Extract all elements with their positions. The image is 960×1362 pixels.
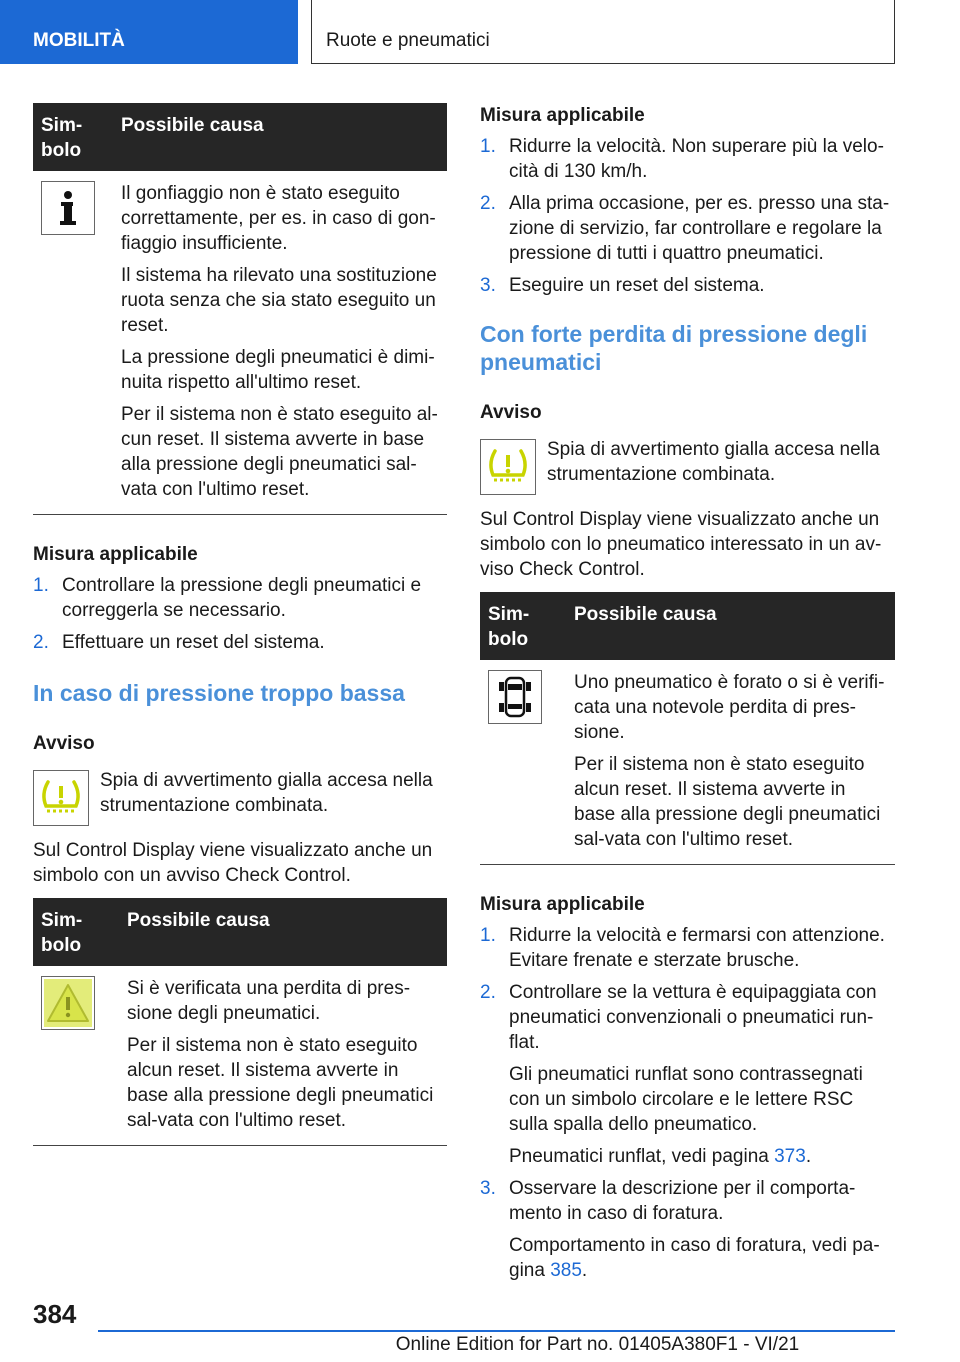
page-link-385[interactable]: 385 (550, 1260, 582, 1281)
list-item: 1. Controllare la pressione degli pneumatici e correggerla se necessario. (33, 575, 422, 621)
measures-list (480, 134, 895, 298)
measures-list (480, 923, 895, 1283)
table-header-cause: Possibile causa (566, 592, 895, 660)
table-row (480, 660, 895, 865)
right-column (480, 103, 895, 1290)
paragraph: Sul Control Display viene visualizzato anche un simbolo con lo pneumatico interessato in un av-viso Check Control. (480, 509, 882, 580)
header-chapter: Ruote e pneumatici (311, 0, 895, 64)
list-item: 3. Eseguire un reset del sistema. (480, 275, 765, 296)
notice-title: Avviso (480, 402, 542, 423)
footer-edition: Online Edition for Part no. 01405A380F1 - VI/21 (395, 1334, 800, 1355)
notice-title: Avviso (33, 733, 95, 754)
tire-pressure-warning-icon (33, 770, 89, 826)
table-row (33, 966, 447, 1146)
cause-text: Per il sistema non è stato eseguito alcun reset. Il sistema avverte in base alla pressione degli pneumatici sal-vata con l'ultimo reset. (574, 754, 881, 850)
paragraph: Sul Control Display viene visualizzato anche un simbolo con un avviso Check Control. (33, 840, 433, 886)
notice-text: Spia di avvertimento gialla accesa nella strumentazione combinata. (100, 770, 433, 816)
list-item: 2. Alla prima occasione, per es. presso una sta-zione di servizio, far controllare e regolare la pressione di tutti i quattro pneumatici. (480, 193, 890, 264)
left-column (33, 103, 447, 1146)
cause-text: Il gonfiaggio non è stato eseguito correttamente, per es. in caso di gon-fiaggio insufficiente. (121, 183, 436, 254)
table-header-cause: Possibile causa (113, 103, 447, 171)
cause-text: Si è verificata una perdita di pres-sione degli pneumatici. (127, 978, 411, 1024)
cause-text: Il sistema ha rilevato una sostituzione ruota senza che sia stato eseguito un reset. (121, 265, 437, 336)
header-section: MOBILITÀ (0, 0, 298, 64)
table-header-symbol: Sim- bolo (33, 103, 113, 171)
list-item: 1. Ridurre la velocità. Non superare più la velo-cità di 130 km/h. (480, 136, 884, 182)
page-link-373[interactable]: 373 (774, 1146, 806, 1167)
section-heading-strong-loss: Con forte perdita di pressione degli pneumatici (480, 321, 868, 375)
car-tire-damage-icon (488, 670, 542, 724)
measures-title: Misura applicabile (33, 544, 198, 565)
symbol-table-warning (33, 898, 447, 1146)
table-header-symbol: Sim- bolo (480, 592, 566, 660)
measures-list (33, 573, 447, 655)
symbol-table-info (33, 103, 447, 515)
measures-title: Misura applicabile (480, 105, 645, 126)
measures-title: Misura applicabile (480, 894, 645, 915)
list-item: 2. Effettuare un reset del sistema. (33, 632, 325, 653)
list-item: 1. Ridurre la velocità e fermarsi con attenzione. Evitare frenate e sterzate brusche. (480, 925, 885, 971)
table-header-cause: Possibile causa (119, 898, 447, 966)
page-number: 384 (33, 1299, 77, 1329)
symbol-table-car (480, 592, 895, 865)
section-heading-low-pressure: In caso di pressione troppo bassa (33, 680, 405, 706)
cause-text: Uno pneumatico è forato o si è verifi-cata una notevole perdita di pres-sione. (574, 672, 885, 743)
cause-text: Per il sistema non è stato eseguito alcun reset. Il sistema avverte in base alla pressione degli pneumatici sal-vata con l'ultimo reset. (127, 1035, 434, 1131)
table-row (33, 171, 447, 515)
tire-pressure-warning-icon (480, 439, 536, 495)
notice-text: Spia di avvertimento gialla accesa nella strumentazione combinata. (547, 439, 880, 485)
cause-text: La pressione degli pneumatici è dimi-nuita rispetto all'ultimo reset. (121, 347, 435, 393)
warning-triangle-icon (41, 976, 95, 1030)
info-icon (41, 181, 95, 235)
list-item: 2. Controllare se la vettura è equipaggiata con pneumatici convenzionali o pneumatici run-flat. Gli pneumatici runflat sono contrassegnati con un simbolo circolare e le lettere RSC sulla spalla dello pneumatico. Pneumatici runflat, vedi pagina 373. (480, 982, 877, 1167)
list-item: 3. Osservare la descrizione per il comporta-mento in caso di foratura. Comportamento in caso di foratura, vedi pa-gina 385. (480, 1178, 880, 1281)
cause-text: Per il sistema non è stato eseguito al-cun reset. Il sistema avverte in base alla pressione degli pneumatici sal-vata con l'ultimo reset. (121, 404, 438, 500)
table-header-symbol: Sim- bolo (33, 898, 119, 966)
